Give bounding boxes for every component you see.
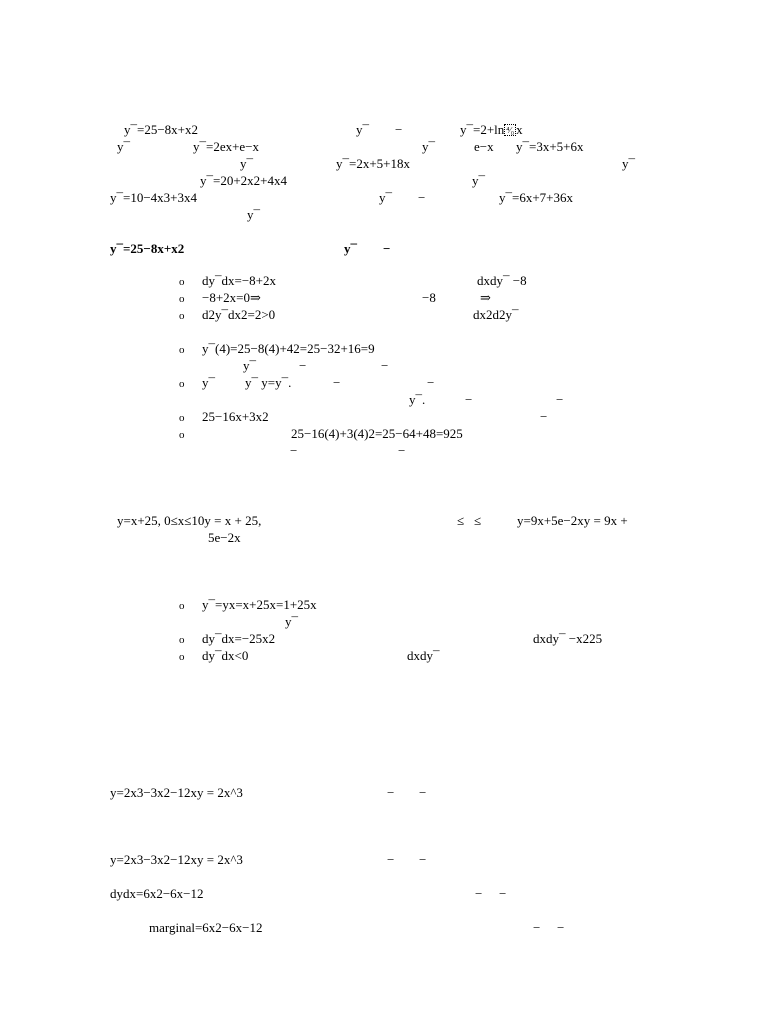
marginal-function: marginal=6x2−6x−12 xyxy=(149,920,263,935)
symbol: y¯ xyxy=(202,375,215,390)
function-definition-cont: 5e−2x xyxy=(208,530,241,545)
derivative-alt: dxdy¯ −x225 xyxy=(533,631,603,646)
symbol: − xyxy=(387,785,395,800)
function-2: y¯=2+ln ⁴∕₀ x xyxy=(460,122,523,137)
bullet: o xyxy=(179,600,185,612)
function-definition: y=2x3−3x2−12xy = 2x^3 xyxy=(110,852,243,867)
derivative-step: dydx=6x2−6x−12 xyxy=(110,886,204,901)
symbol: −8 xyxy=(422,290,436,305)
relation-step: y¯ y=y¯. xyxy=(245,375,292,390)
second-derivative-step: d2y¯dx2=2>0 xyxy=(202,307,276,322)
symbol: y¯ xyxy=(243,358,256,373)
symbol: − xyxy=(419,785,427,800)
symbol: ⇒ xyxy=(480,290,491,305)
bullet: o xyxy=(179,344,185,356)
critical-point-step: −8+2x=0⇒ xyxy=(202,290,261,305)
symbol: − xyxy=(419,852,427,867)
function-1: y¯=25−8x+x2 xyxy=(124,122,198,137)
symbol: − xyxy=(395,122,403,137)
symbol: − xyxy=(533,920,541,935)
function-5: y¯=2x+5+18x xyxy=(336,156,410,171)
symbol: − xyxy=(418,190,426,205)
function-6: y¯=20+2x2+4x4 xyxy=(200,173,287,188)
function-8: y¯=6x+7+36x xyxy=(499,190,573,205)
evaluation-step: 25−16(4)+3(4)2=25−64+48=925 xyxy=(291,426,463,441)
function-4: y¯=3x+5+6x xyxy=(516,139,584,154)
function-definition: y=9x+5e−2xy = 9x + xyxy=(517,513,628,528)
function-7: y¯=10−4x3+3x4 xyxy=(110,190,197,205)
sign-step: dy¯dx<0 xyxy=(202,648,249,663)
symbol: y¯ xyxy=(356,122,369,137)
bullet: o xyxy=(179,276,185,288)
symbol: − xyxy=(333,375,341,390)
symbol: y¯ xyxy=(240,156,253,171)
symbol: y¯ xyxy=(622,156,635,171)
function-definition: y=x+25, 0≤x≤10y = x + 25, xyxy=(117,513,262,528)
average-function-step: y¯=yx=x+25x=1+25x xyxy=(202,597,317,612)
symbol: − xyxy=(540,409,548,424)
derivative-alt: dxdy¯ −8 xyxy=(477,273,527,288)
symbol: − xyxy=(556,392,564,407)
symbol: y¯ xyxy=(472,173,485,188)
bullet: o xyxy=(179,378,185,390)
symbol: − xyxy=(398,443,406,458)
symbol: y¯. xyxy=(409,392,426,407)
derivative-step: dy¯dx=−8+2x xyxy=(202,273,276,288)
symbol: − xyxy=(475,886,483,901)
symbol: − xyxy=(387,852,395,867)
bullet: o xyxy=(179,429,185,441)
symbol: − xyxy=(557,920,565,935)
symbol: − xyxy=(465,392,473,407)
symbol: e−x xyxy=(474,139,494,154)
symbol: − xyxy=(381,358,389,373)
symbol: − xyxy=(427,375,435,390)
symbol: y¯ xyxy=(379,190,392,205)
symbol: y¯ xyxy=(117,139,130,154)
second-derivative-alt: dx2d2y¯ xyxy=(473,307,519,322)
bullet: o xyxy=(179,293,185,305)
symbol: y¯ xyxy=(285,614,298,629)
bullet: o xyxy=(179,310,185,322)
symbol: − xyxy=(499,886,507,901)
symbol: ≤ xyxy=(457,513,465,528)
function-3: y¯=2ex+e−x xyxy=(193,139,260,154)
symbol: y¯ xyxy=(422,139,435,154)
symbol: − xyxy=(290,443,298,458)
symbol: y¯ xyxy=(344,241,357,256)
bullet: o xyxy=(179,651,185,663)
symbol: ≤ xyxy=(474,513,482,528)
evaluation-step: y¯(4)=25−8(4)+42=25−32+16=9 xyxy=(202,341,375,356)
placeholder-glyph-box: ⁴∕₀ xyxy=(506,125,515,135)
sign-alt: dxdy¯ xyxy=(407,648,440,663)
expression-step: 25−16x+3x2 xyxy=(202,409,269,424)
symbol: y¯ xyxy=(247,207,260,222)
section-heading: y¯=25−8x+x2 xyxy=(110,241,185,256)
bullet: o xyxy=(179,634,185,646)
symbol: − xyxy=(383,241,391,256)
function-definition: y=2x3−3x2−12xy = 2x^3 xyxy=(110,785,243,800)
bullet: o xyxy=(179,412,185,424)
symbol: − xyxy=(299,358,307,373)
derivative-step: dy¯dx=−25x2 xyxy=(202,631,276,646)
